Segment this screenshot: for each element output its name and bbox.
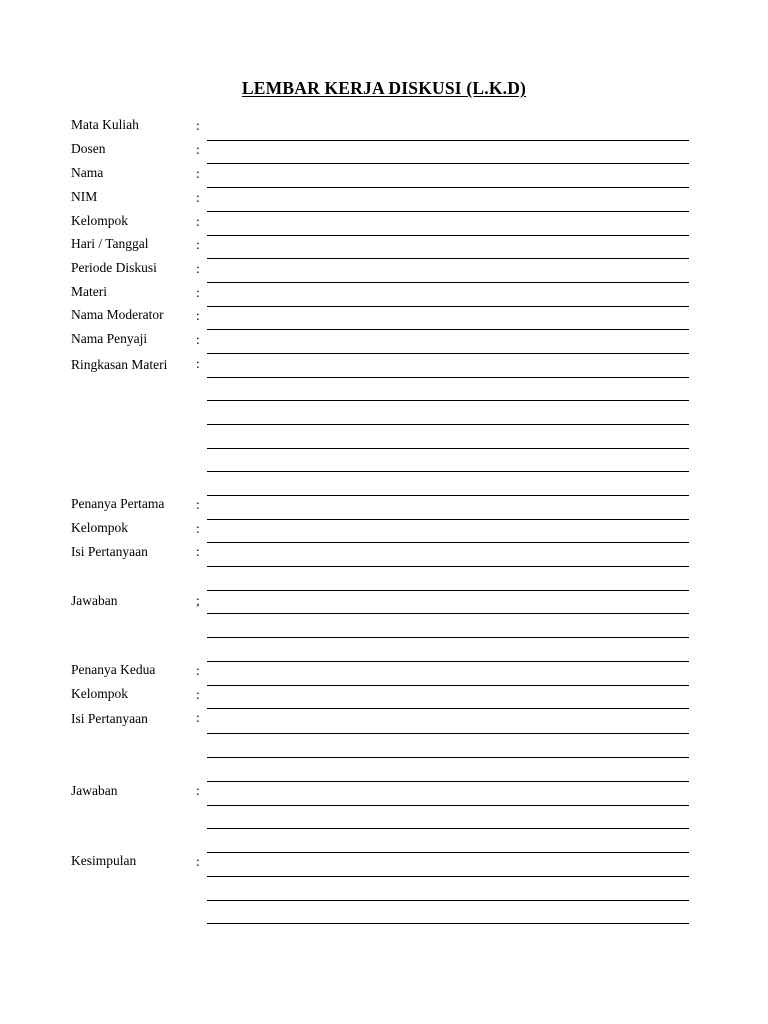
write-line <box>207 923 689 924</box>
write-line <box>207 685 689 686</box>
colon-kelompok-pertama: : <box>196 521 200 536</box>
write-line <box>207 876 689 877</box>
colon-mata-kuliah: : <box>196 118 200 133</box>
page-title: LEMBAR KERJA DISKUSI (L.K.D) <box>241 78 527 98</box>
label-materi: Materi <box>71 284 107 299</box>
write-line <box>207 637 689 638</box>
semicolon-jawaban-pertama: ; <box>196 593 200 608</box>
colon-isi-pertanyaan-kedua: : <box>196 710 200 725</box>
colon-materi: : <box>196 285 200 300</box>
write-line <box>207 542 689 543</box>
label-penanya-kedua: Penanya Kedua <box>71 662 156 677</box>
write-line <box>207 708 689 709</box>
colon-nama-moderator: : <box>196 308 200 323</box>
label-penanya-pertama: Penanya Pertama <box>71 496 165 511</box>
colon-periode-diskusi: : <box>196 261 200 276</box>
label-kelompok-kedua: Kelompok <box>71 686 128 701</box>
write-line <box>207 757 689 758</box>
write-line <box>207 400 689 401</box>
write-line <box>207 566 689 567</box>
colon-isi-pertanyaan-pertama: : <box>196 544 200 559</box>
label-nama-penyaji: Nama Penyaji <box>71 331 148 346</box>
write-line <box>207 495 689 496</box>
label-isi-pertanyaan-pertama: Isi Pertanyaan <box>71 544 148 559</box>
label-jawaban-kedua: Jawaban <box>71 783 118 798</box>
colon-nama-penyaji: : <box>196 332 200 347</box>
colon-penanya-pertama: : <box>196 497 200 512</box>
label-nama: Nama <box>71 165 104 180</box>
label-kesimpulan: Kesimpulan <box>71 853 137 868</box>
write-line <box>207 329 689 330</box>
write-line <box>207 613 689 614</box>
write-line <box>207 424 689 425</box>
label-mata-kuliah: Mata Kuliah <box>71 117 139 132</box>
write-line <box>207 519 689 520</box>
colon-nim: : <box>196 190 200 205</box>
write-line <box>207 258 689 259</box>
colon-penanya-kedua: : <box>196 663 200 678</box>
colon-dosen: : <box>196 142 200 157</box>
label-kelompok-pertama: Kelompok <box>71 520 128 535</box>
label-isi-pertanyaan-kedua: Isi Pertanyaan <box>71 711 148 726</box>
write-line <box>207 590 689 591</box>
write-line <box>207 805 689 806</box>
colon-hari-tanggal: : <box>196 237 200 252</box>
colon-kesimpulan: : <box>196 854 200 869</box>
label-nama-moderator: Nama Moderator <box>71 307 164 322</box>
write-line <box>207 852 689 853</box>
write-line <box>207 661 689 662</box>
label-hari-tanggal: Hari / Tanggal <box>71 236 149 251</box>
label-kelompok: Kelompok <box>71 213 128 228</box>
write-line <box>207 235 689 236</box>
write-line <box>207 140 689 141</box>
label-jawaban-pertama: Jawaban <box>71 593 118 608</box>
colon-kelompok-kedua: : <box>196 687 200 702</box>
write-line <box>207 211 689 212</box>
write-line <box>207 900 689 901</box>
label-periode-diskusi: Periode Diskusi <box>71 260 157 275</box>
write-line <box>207 353 689 354</box>
write-line <box>207 448 689 449</box>
label-dosen: Dosen <box>71 141 106 156</box>
write-line <box>207 282 689 283</box>
write-line <box>207 828 689 829</box>
colon-ringkasan-materi: : <box>196 356 200 371</box>
write-line <box>207 471 689 472</box>
write-line <box>207 306 689 307</box>
label-nim: NIM <box>71 189 98 204</box>
colon-nama: : <box>196 166 200 181</box>
colon-jawaban-kedua: : <box>196 783 200 798</box>
write-line <box>207 781 689 782</box>
write-line <box>207 377 689 378</box>
write-line <box>207 163 689 164</box>
write-line <box>207 733 689 734</box>
write-line <box>207 187 689 188</box>
colon-kelompok: : <box>196 214 200 229</box>
label-ringkasan-materi: Ringkasan Materi <box>71 357 168 372</box>
